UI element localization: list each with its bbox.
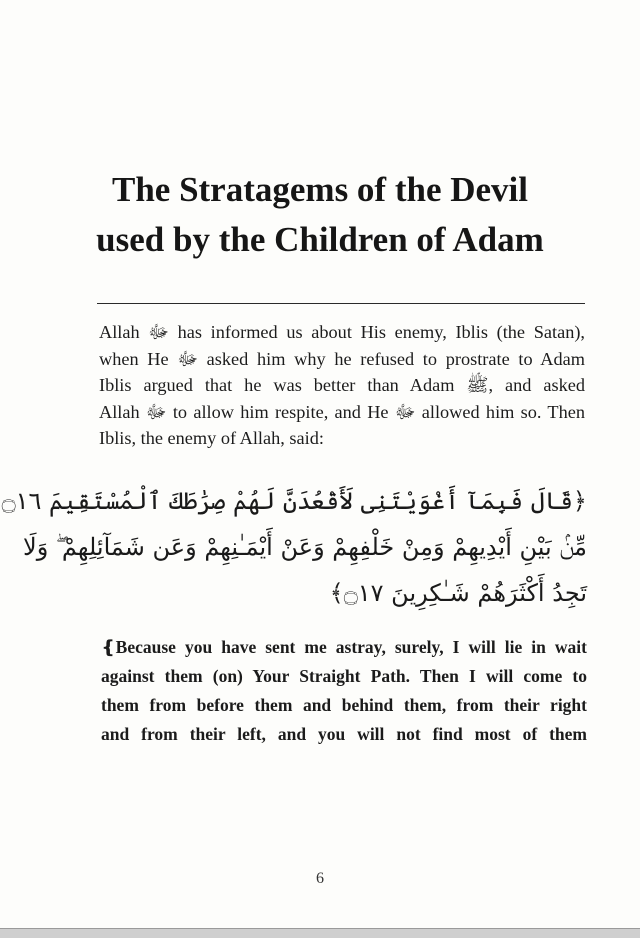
quran-verse xyxy=(1,478,587,616)
chapter-title-line-2: used by the Children of Adam xyxy=(96,220,544,260)
intro-paragraph xyxy=(99,319,585,452)
quran-verse-line: ﴿قَالَ فَبِمَآ أَغْوَيْتَنِى لَأَقْعُدَنَّ لَهُمْ صِرَٰطَكَ ٱلْمُسْتَقِيمَ ۝١٦ xyxy=(1,487,587,515)
translation-line: and from their left, and you will not find most of them xyxy=(101,724,587,744)
chapter-title-line-1: The Stratagems of the Devil xyxy=(111,170,529,210)
quran-verse-line: تَجِدُ أَكْثَرَهُمْ شَـٰكِرِينَ ۝١٧﴾ xyxy=(329,579,587,607)
verse-translation xyxy=(101,633,587,749)
page-number: 6 xyxy=(316,870,324,887)
intro-line: Iblis, the enemy of Allah, said: xyxy=(99,428,324,448)
title-divider xyxy=(97,303,585,304)
intro-line: Allah ﷻ to allow him respite, and He ﷻ allowed him so. Then xyxy=(99,401,585,422)
translation-line: ❴Because you have sent me astray, surely, I will lie in wait xyxy=(101,637,587,657)
chapter-title xyxy=(60,165,580,265)
translation-line: against them (on) Your Straight Path. Then I will come to xyxy=(101,666,587,686)
translation-line: them from before them and behind them, from their right xyxy=(101,695,587,715)
intro-line: Allah ﷻ has informed us about His enemy, Iblis (the Satan), xyxy=(99,322,585,342)
intro-line: Iblis argued that he was better than Adam ﷺ, and asked xyxy=(99,375,585,395)
intro-line: when He ﷻ asked him why he refused to prostrate to Adam xyxy=(99,348,585,369)
quran-verse-line: مِّنۢ بَيْنِ أَيْدِيهِمْ وَمِنْ خَلْفِهِمْ وَعَنْ أَيْمَـٰنِهِمْ وَعَن شَمَآئِلِهِمْ ۖ وَلَا xyxy=(23,533,587,561)
